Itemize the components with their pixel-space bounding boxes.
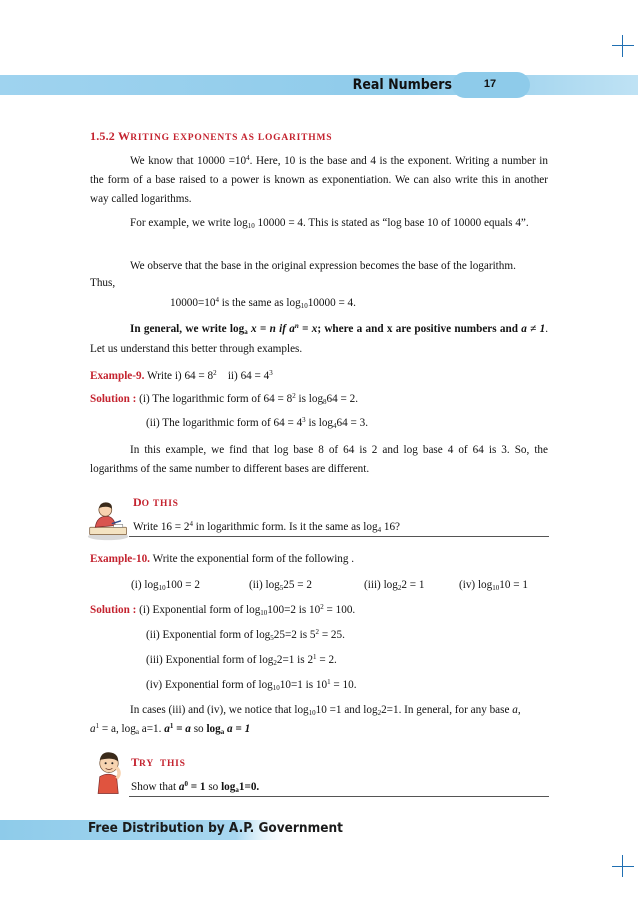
thus-label: Thus, [90, 277, 116, 289]
l2-d: a [164, 723, 170, 735]
try-this-underline [129, 796, 549, 797]
ex10-i1-b: 100 = 2 [165, 579, 200, 591]
ex10-i1-a: (i) log [131, 579, 159, 591]
example-9-b: ii) 64 = 4 [216, 370, 270, 382]
s10-l3-sup: 1 [313, 653, 317, 661]
try-c: = 1 [187, 781, 206, 793]
solution-10-line-1 [90, 603, 355, 618]
example-9-label: Example-9. [90, 370, 145, 382]
general-e: = x [298, 323, 318, 335]
l2-b: = a, log [99, 723, 136, 735]
s10-l4-c: = 10. [330, 679, 357, 691]
example-9-sup2: 3 [269, 369, 273, 377]
solution-9-line-2 [146, 416, 368, 431]
do-this-a: Write 16 = 2 [133, 521, 190, 533]
do-this-c: 16? [381, 521, 401, 533]
general-sub: a [244, 328, 248, 336]
solution-10-line-4 [146, 678, 357, 693]
l2-sup2: 1 [169, 722, 174, 730]
example-10-text: Write the exponential form of the following . [152, 553, 355, 565]
do-this-sub: 4 [377, 526, 382, 534]
solution-10-label: Solution : [90, 604, 137, 616]
try-this-initial: T [131, 755, 140, 769]
try-this-text [131, 780, 259, 795]
example-10-label: Example-10. [90, 553, 150, 565]
eq1-sub: 10 [300, 302, 308, 310]
l2-h: a = 1 [224, 723, 251, 735]
p1-text-a: We know that 10000 =10 [130, 155, 247, 167]
notice-a: In cases (iii) and (iv), we notice that log [130, 704, 309, 716]
footer-text: Free Distribution by A.P. Government [88, 820, 343, 836]
solution-9-label: Solution : [90, 393, 137, 405]
s10-l2-c: = 25. [319, 629, 345, 641]
try-f: 1=0. [238, 781, 260, 793]
solution-9-l1b: is log [295, 393, 324, 405]
p1-sup: 4 [246, 154, 250, 162]
section-title-rest: RITING EXPONENTS AS LOGARITHMS [130, 133, 333, 143]
s10-l1-sub: 10 [260, 609, 268, 617]
l2-c: a=1. [138, 723, 165, 735]
s10-l3-sub: 2 [273, 659, 277, 667]
ex10-i4-b: 10 = 1 [499, 579, 528, 591]
try-this-rest-2: HIS [166, 759, 186, 769]
try-b: a [178, 781, 185, 793]
try-a: Show that [131, 781, 179, 793]
do-this-b: in logarithmic form. Is it the same as log [193, 521, 378, 533]
s10-l2-sup: 2 [315, 628, 320, 636]
paragraph-observe [90, 257, 548, 276]
notice-b: 10 =1 and log [315, 704, 378, 716]
page-number: 17 [483, 78, 497, 90]
p1-text-b: . Here, 10 is the base and 4 is the exponent. Writing a number in the form of a base raised to a power is known as exponentiation. We can also write this in another way called logarithms. [90, 155, 548, 205]
paragraph-exponentiation [90, 152, 548, 209]
general-c: = n [256, 323, 276, 335]
general-b: x [247, 323, 257, 335]
notice-sub2: 2 [377, 709, 382, 717]
ex10-i3-sub: 2 [397, 584, 402, 592]
general-f: ; where a and x are positive numbers and [317, 323, 518, 335]
s10-l3-c: = 2. [316, 654, 337, 666]
do-this-initial: D [133, 495, 142, 509]
l2-g: log [206, 723, 221, 735]
solution-9-l1a: (i) The logarithmic form of 64 = 8 [139, 393, 293, 405]
s10-l4-sub: 10 [272, 684, 280, 692]
general-definition [90, 319, 548, 359]
example-9-sup1: 2 [213, 369, 217, 377]
p3-text: We observe that the base in the original expression becomes the base of the logarithm. [130, 260, 516, 272]
ex10-i1-sub: 10 [158, 584, 166, 592]
try-d: so [205, 781, 222, 793]
solution-9-l1sub: 8 [323, 398, 327, 406]
ex10-i2-b: 25 = 2 [283, 579, 312, 591]
eq1-a: 10000=10 [170, 297, 216, 309]
example-10 [90, 552, 354, 567]
s10-l3-b: 2=1 is 2 [276, 654, 314, 666]
example-10-item-3 [364, 578, 424, 593]
notice-d: a, [512, 704, 521, 716]
try-this-heading [131, 754, 186, 771]
s10-l3-a: (iii) Exponential form of log [146, 654, 274, 666]
crop-mark-top-v [622, 35, 623, 57]
try-e: log [221, 781, 236, 793]
general-a: In general, we write log [130, 323, 245, 335]
header-band [0, 72, 638, 98]
solution-9-line-1 [90, 392, 358, 407]
s10-l1-sup: 2 [320, 603, 324, 611]
l2-f: so [190, 723, 207, 735]
ex10-i3-a: (iii) log [364, 579, 398, 591]
l2-sup: 1 [95, 722, 100, 730]
solution-9-l2sup: 3 [302, 416, 306, 424]
section-title-initial: W [117, 129, 131, 143]
s10-l4-a: (iv) Exponential form of log [146, 679, 273, 691]
solution-9-l2sub: 4 [333, 422, 337, 430]
general-sup: n [294, 322, 299, 330]
ex10-i4-a: (iv) log [459, 579, 493, 591]
p2-sub: 10 [247, 222, 255, 230]
solution-9-conclusion: In this example, we find that log base 8 of 64 is 2 and log base 4 of 64 is 3. So, the logarithms of the same number to different bases are different. [90, 444, 548, 475]
general-g: a ≠ 1 [521, 323, 546, 335]
girl-writing-icon [86, 496, 132, 542]
ex10-i3-b: 2 = 1 [401, 579, 425, 591]
p2-text-a: For example, we write log [130, 217, 248, 229]
s10-l1-a: (i) Exponential form of log [139, 604, 261, 616]
section-heading [90, 128, 332, 145]
notice-line-1 [130, 703, 521, 718]
l2-sub2: a [220, 728, 225, 736]
example-10-item-1 [131, 578, 200, 593]
s10-l2-a: (ii) Exponential form of log [146, 629, 271, 641]
solution-9-l2a: (ii) The logarithmic form of 64 = 4 [146, 417, 303, 429]
eq1-c: 10000 = 4. [307, 297, 356, 309]
boy-thinking-icon [88, 744, 130, 796]
notice-line-2 [90, 722, 250, 737]
s10-l2-sub: 5 [270, 634, 274, 642]
crop-mark-bottom-v [622, 855, 623, 877]
s10-l4-b: 10=1 is 10 [279, 679, 328, 691]
do-this-underline [129, 536, 549, 537]
example-10-item-4 [459, 578, 528, 593]
solution-9-l1c: 64 = 2. [326, 393, 359, 405]
do-this-rest: O THIS [141, 499, 179, 509]
l2-sub: a [135, 728, 139, 736]
ex10-i2-a: (ii) log [249, 579, 280, 591]
p2-text-b: 10000 = 4. This is stated as “log base 10 of 10000 equals 4”. [254, 217, 529, 229]
try-this-rest-1: RY T [139, 759, 167, 769]
do-this-text [133, 520, 400, 535]
eq1-b: is the same as log [218, 297, 301, 309]
l2-e: = a [173, 723, 191, 735]
general-h: . Let us understand this better through examples. [90, 323, 549, 355]
s10-l2-b: 25=2 is 5 [273, 629, 316, 641]
solution-9-l1sup: 2 [292, 392, 296, 400]
notice-c: 2=1. In general, for any base [381, 704, 513, 716]
ex10-i2-sub: 5 [279, 584, 284, 592]
general-d: if a [275, 323, 295, 335]
chapter-title: Real Numbers [352, 77, 452, 93]
example-9 [90, 369, 273, 384]
example-9-a: Write i) 64 = 8 [147, 370, 214, 382]
l2-a: a [90, 723, 96, 735]
try-sup: 0 [184, 780, 188, 788]
eq1-sup: 4 [215, 296, 219, 304]
s10-l4-sup: 1 [327, 678, 331, 686]
s10-l1-c: = 100. [323, 604, 356, 616]
paragraph-example-log [90, 214, 548, 233]
s10-l1-b: 100=2 is 10 [267, 604, 321, 616]
do-this-sup: 4 [189, 520, 193, 528]
solution-9-l2b: is log [305, 417, 334, 429]
solution-10-line-3 [146, 653, 337, 668]
try-sub: a [235, 786, 239, 794]
section-number: 1.5.2 [90, 129, 115, 143]
equation-10000 [170, 296, 356, 311]
solution-10-line-2 [146, 628, 345, 643]
solution-9-l2c: 64 = 3. [336, 417, 369, 429]
example-10-item-2 [249, 578, 312, 593]
notice-sub1: 10 [308, 709, 316, 717]
ex10-i4-sub: 10 [492, 584, 500, 592]
do-this-heading [133, 494, 179, 511]
